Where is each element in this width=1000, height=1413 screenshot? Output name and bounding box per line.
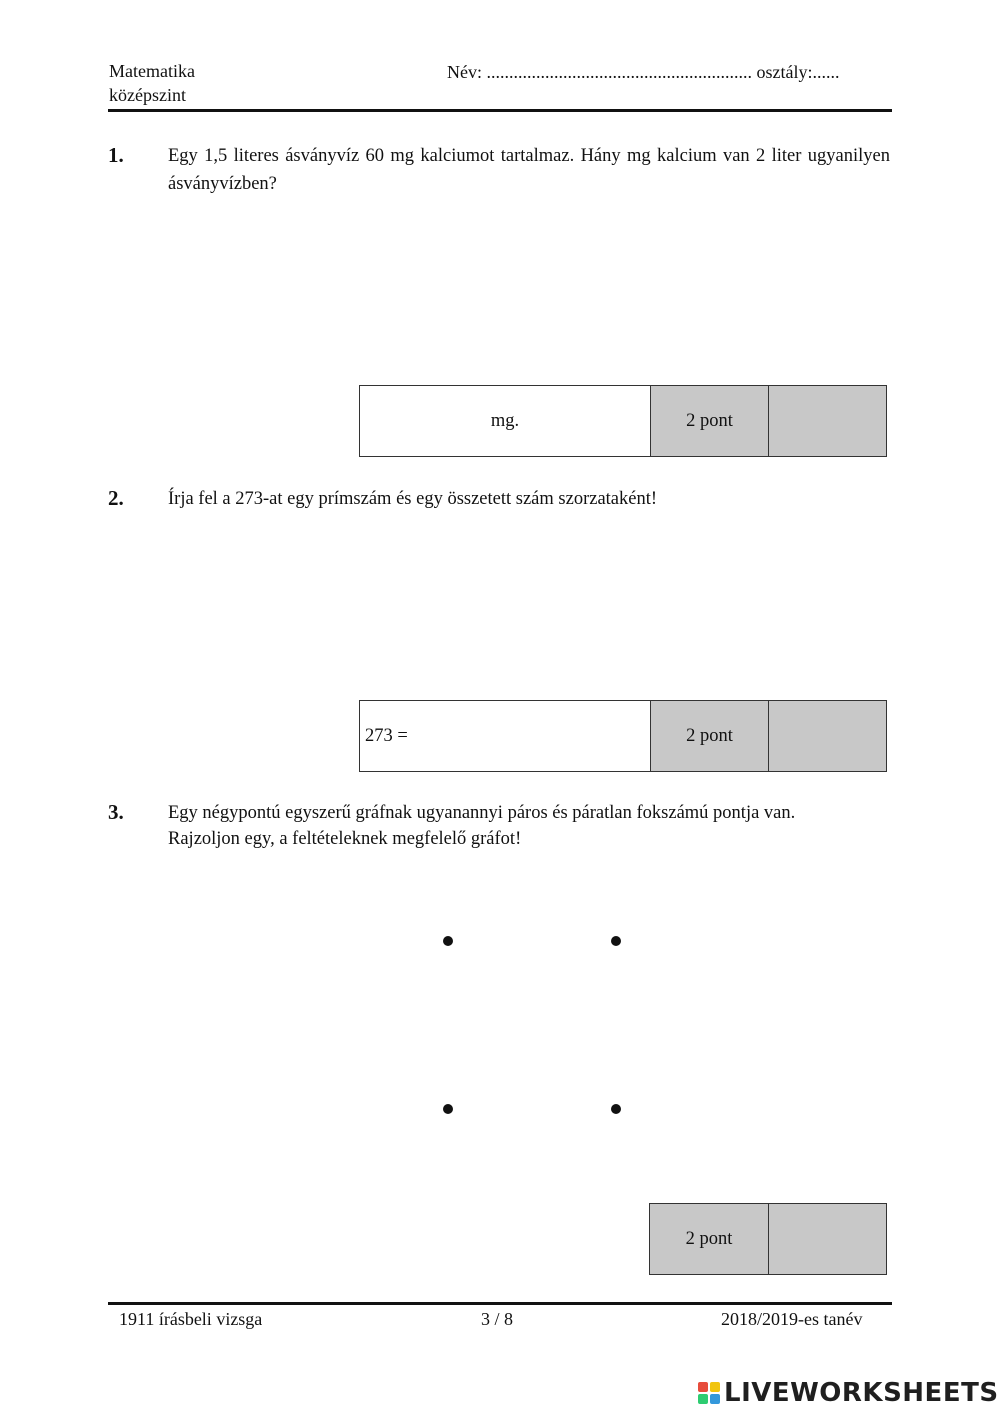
question-3-points-box	[649, 1203, 769, 1275]
liveworksheets-logo-icon	[698, 1382, 720, 1404]
footer-exam: 1911 írásbeli vizsga	[119, 1309, 263, 1329]
logo-square-blue	[710, 1394, 720, 1404]
question-1-number: 1.	[108, 143, 124, 167]
question-3-points: 2 pont	[685, 1228, 733, 1249]
logo-square-red	[698, 1382, 708, 1392]
graph-vertex-top-left[interactable]	[443, 936, 453, 946]
graph-vertex-bottom-right[interactable]	[611, 1104, 621, 1114]
question-3-text-line1: Egy négypontú egyszerű gráfnak ugyanannyi páros és páratlan fokszámú pontja van.	[168, 803, 796, 823]
question-2-number: 2.	[108, 486, 124, 510]
question-2-points: 2 pont	[686, 725, 733, 746]
question-1-score-box	[768, 385, 887, 457]
question-1-text: Egy 1,5 literes ásványvíz 60 mg kalciumot tartalmaz. Hány mg kalcium van 2 liter ugyanilyen ásványvízben?	[168, 146, 890, 194]
footer-rule	[108, 1302, 892, 1305]
question-3-score-box	[768, 1203, 887, 1275]
question-1-points: 2 pont	[686, 410, 733, 431]
question-1-answer-box[interactable]	[359, 385, 651, 457]
question-2-score-box	[768, 700, 887, 772]
question-1-answer-unit: mg.	[490, 410, 520, 431]
footer-school-year: 2018/2019-es tanév	[721, 1309, 863, 1329]
question-2-points-box	[650, 700, 769, 772]
subject-label: Matematika	[109, 61, 195, 81]
name-class-field[interactable]: Név: ........................................................... osztály:......	[447, 62, 840, 82]
header-rule	[108, 109, 892, 112]
logo-square-yellow	[710, 1382, 720, 1392]
question-1-points-box	[650, 385, 769, 457]
question-3-text-line2: Rajzoljon egy, a feltételeknek megfelelő gráfot!	[168, 829, 522, 849]
footer-page-number: 3 / 8	[481, 1309, 514, 1329]
liveworksheets-logo-text: LIVEWORKSHEETS	[724, 1378, 999, 1408]
graph-vertex-bottom-left[interactable]	[443, 1104, 453, 1114]
question-3-number: 3.	[108, 800, 124, 824]
graph-vertex-top-right[interactable]	[611, 936, 621, 946]
question-2-text: Írja fel a 273-at egy prímszám és egy összetett szám szorzataként!	[168, 489, 658, 509]
level-label: középszint	[109, 85, 186, 105]
logo-square-green	[698, 1394, 708, 1404]
question-2-answer-prefix: 273 =	[365, 725, 408, 746]
question-2-answer-box[interactable]	[359, 700, 651, 772]
liveworksheets-logo[interactable]	[698, 1378, 999, 1408]
